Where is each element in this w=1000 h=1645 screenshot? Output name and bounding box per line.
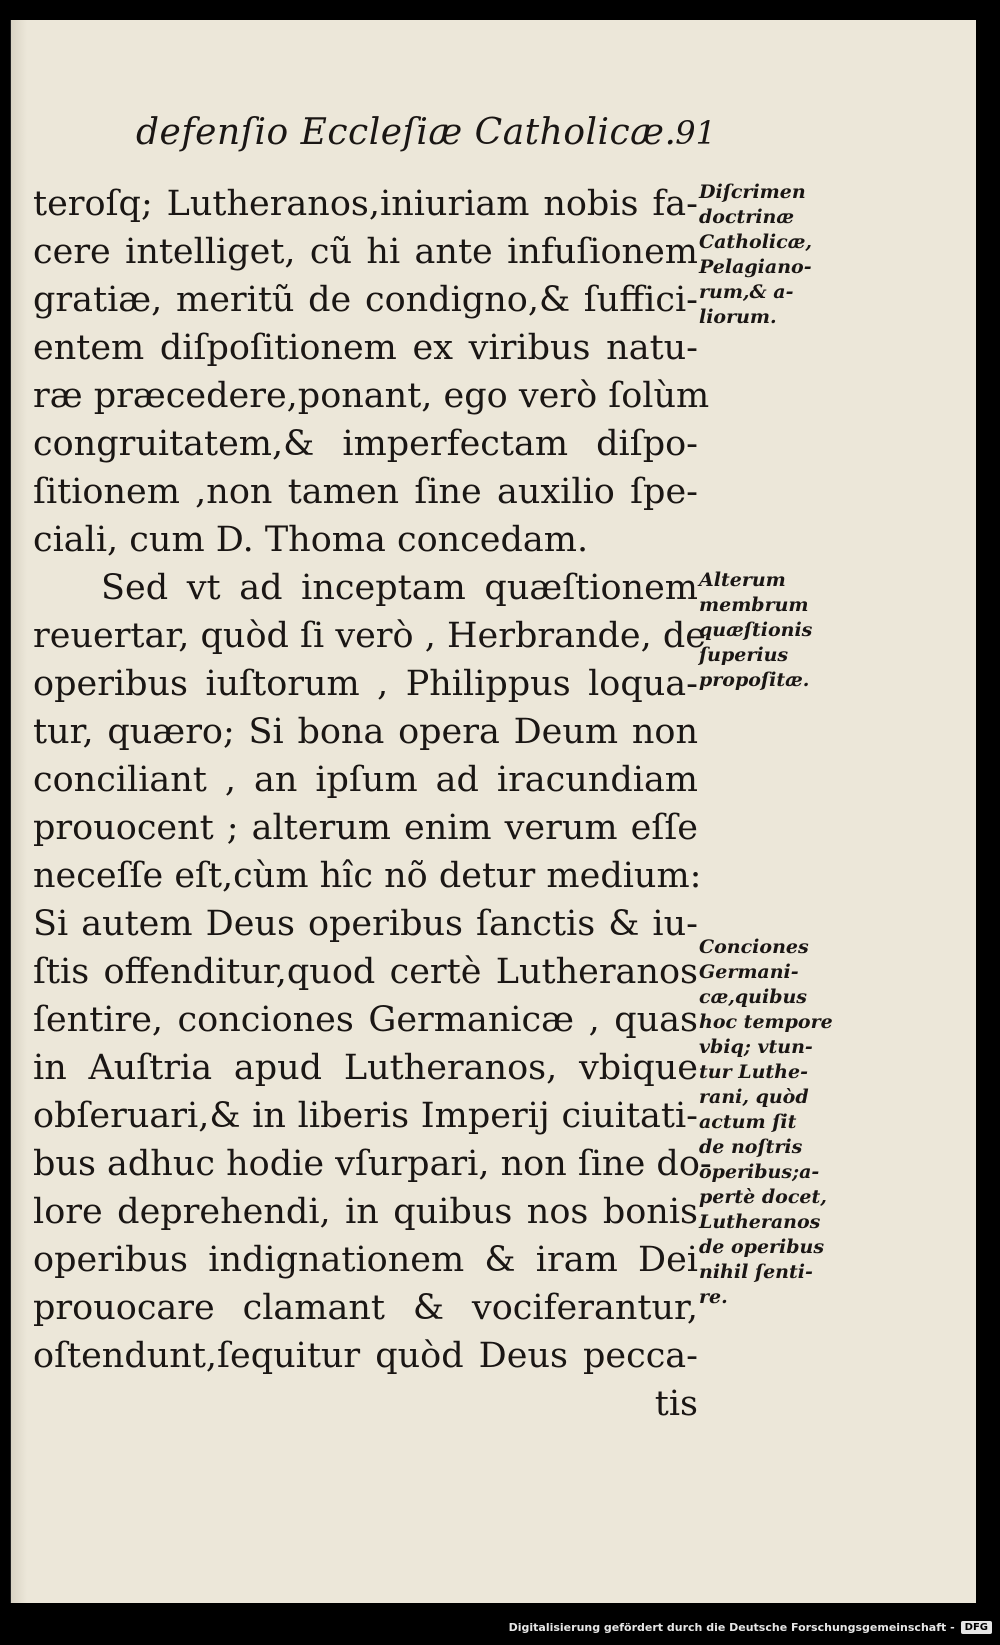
marginal-note-line: pertè docet,: [699, 1186, 827, 1208]
text-line: oſtendunt,ſequitur quòd Deus pecca-: [33, 1336, 698, 1376]
text-line: ræ præcedere,ponant, ego verò ſolùm: [33, 376, 710, 416]
marginal-note-line: tur Luthe-: [699, 1061, 808, 1083]
marginal-note-line: cæ,quibus: [699, 986, 807, 1008]
text-line: cere intelliget, cũ hi ante infuſionem: [33, 232, 698, 272]
body-text: [33, 180, 712, 1428]
text-line: Si autem Deus operibus ſanctis & iu-: [33, 904, 698, 944]
marginal-note-line: Alterum: [699, 569, 786, 591]
text-line: neceſſe eſt,cùm hîc nõ detur medium:: [33, 856, 702, 896]
text-line: teroſq; Lutheranos,iniuriam nobis fa-: [33, 184, 698, 224]
marginal-note: [699, 935, 849, 1310]
text-line: congruitatem,& imperfectam diſpo-: [33, 424, 698, 464]
digitization-footer: [509, 1617, 992, 1637]
marginal-note-line: re.: [699, 1286, 728, 1308]
marginal-note-line: Diſcrimen: [699, 181, 806, 203]
funding-credit: Digitalisierung gefördert durch die Deutsche Forschungsgemeinschaft -: [508, 1620, 955, 1634]
text-line: reuertar, quòd ſi verò , Herbrande, de: [33, 616, 706, 656]
marginal-note-line: liorum.: [699, 306, 777, 328]
text-line: ciali, cum D. Thoma concedam.: [33, 520, 589, 560]
text-line: obſeruari,& in liberis Imperij ciuitati-: [33, 1096, 698, 1136]
marginal-note-line: vbiq; vtun-: [699, 1036, 813, 1058]
marginal-note-line: Lutheranos: [699, 1211, 821, 1233]
text-line: ſitionem ,non tamen ſine auxilio ſpe-: [33, 472, 698, 512]
marginal-note-line: Catholicæ,: [699, 231, 813, 253]
text-line: ſtis offenditur,quod certè Lutheranos: [33, 952, 698, 992]
text-line: prouocent ; alterum enim verum eſſe: [33, 808, 698, 848]
text-line: Sed vt ad inceptam quæſtionem: [101, 568, 698, 608]
marginal-note-line: Pelagiano-: [699, 256, 812, 278]
marginal-note: [699, 568, 849, 693]
marginal-note-line: hoc tempore: [699, 1011, 833, 1033]
book-page: [10, 20, 976, 1603]
text-line: bus adhuc hodie vſurpari, non ſine do-: [33, 1144, 712, 1184]
text-line: prouocare clamant & vociferantur,: [33, 1288, 698, 1328]
page-edge-shadow: [11, 20, 27, 1603]
marginal-note-line: operibus;a-: [699, 1161, 820, 1183]
text-line: operibus indignationem & iram Dei: [33, 1240, 698, 1280]
dfg-logo: DFG: [961, 1621, 992, 1634]
marginal-note-line: propoſitæ.: [699, 669, 810, 691]
text-line: operibus iuſtorum , Philippus loqua-: [33, 664, 698, 704]
marginal-note-line: quæſtionis: [699, 619, 813, 641]
text-line: gratiæ, meritũ de condigno,& ſuffici-: [33, 280, 698, 320]
catchword: tis: [654, 1384, 698, 1424]
marginal-note: [699, 180, 849, 330]
marginal-note-line: de operibus: [699, 1236, 825, 1258]
marginal-note-line: membrum: [699, 594, 809, 616]
text-line: ſentire, conciones Germanicæ , quas: [33, 1000, 698, 1040]
marginal-note-line: ſuperius: [699, 644, 789, 666]
running-title: defenſio Eccleſiæ Catholicæ.: [136, 112, 677, 153]
marginal-note-line: doctrinæ: [699, 206, 795, 228]
marginal-note-line: rani, quòd: [699, 1086, 809, 1108]
page-number: 91: [675, 114, 716, 152]
marginal-note-line: Germani-: [699, 961, 799, 983]
text-line: tur, quæro; Si bona opera Deum non: [33, 712, 698, 752]
text-line: in Auſtria apud Lutheranos, vbique: [33, 1048, 698, 1088]
marginal-note-line: de noſtris: [699, 1136, 803, 1158]
marginal-note-line: rum,& a-: [699, 281, 794, 303]
marginal-note-line: nihil ſenti-: [699, 1261, 813, 1283]
marginal-note-line: actum ſit: [699, 1111, 797, 1133]
text-line: lore deprehendi, in quibus nos bonis: [33, 1192, 698, 1232]
page-header: [136, 100, 716, 160]
text-line: entem diſpoſitionem ex viribus natu-: [33, 328, 698, 368]
text-line: conciliant , an ipſum ad iracundiam: [33, 760, 698, 800]
marginal-note-line: Conciones: [699, 936, 809, 958]
